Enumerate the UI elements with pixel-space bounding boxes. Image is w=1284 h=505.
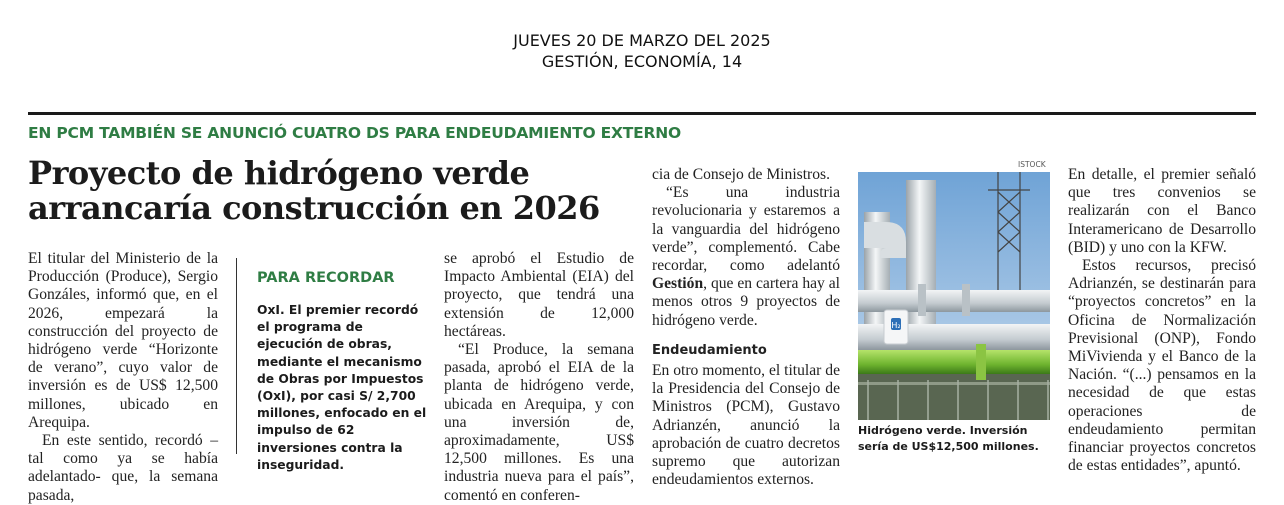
caption-bold: Hidrógeno verde.	[858, 424, 966, 437]
h2-label: H₂	[891, 321, 901, 330]
page-header	[0, 30, 1284, 72]
body-column-3	[652, 166, 840, 489]
paragraph: En detalle, el premier señaló que tres convenios se realizarán con el Banco Interamericano de Desarrollo (BID) y uno con la KFW.	[1068, 166, 1256, 256]
article-kicker: EN PCM TAMBIÉN SE ANUNCIÓ CUATRO DS PARA ENDEUDAMIENTO EXTERNO	[28, 124, 682, 142]
photo-caption	[858, 423, 1054, 455]
paragraph: En otro momento, el titular de la Presidencia del Consejo de Ministros (PCM), Gustavo Adrianzén, anunció la aprobación de cuatro decretos supremo que autorizan endeudamientos externos.	[652, 362, 840, 489]
paragraph: cia de Consejo de Ministros.	[652, 166, 831, 183]
body-column-1	[28, 250, 218, 505]
hydrogen-plant-photo	[858, 172, 1050, 420]
paragraph: El titular del Ministerio de la Producción (Produce), Sergio Gonzáles, informó que, en el 2026, empezará la construcción del proyecto de hidrógeno verde “Horizonte de verano”, cuyo valor de inversión es de US$ 12,500 millones, ubicado en Arequipa.	[28, 250, 218, 431]
publication-date: JUEVES 20 DE MARZO DEL 2025	[513, 31, 771, 50]
box-text: El premier recordó el programa de ejecución de obras, mediante el mecanismo de Obras por Impuestos (OxI), por casi S/ 2,700 millones, enfocado en el impulso de 62 inversiones contra la inseguridad.	[257, 303, 427, 472]
body-column-2	[444, 250, 634, 505]
caption-text: Inversión sería de US$12,500 millones.	[858, 424, 1039, 453]
publication-section: GESTIÓN, ECONOMÍA, 14	[541, 52, 743, 71]
paragraph: se aprobó el Estudio de Impacto Ambiental (EIA) del proyecto, que tendrá una extensión de 12,000 hectáreas.	[444, 250, 634, 340]
paragraph-text: “Es una industria revolucionaria y estaremos a la vanguardia del hidrógeno verde”, complementó. Cabe recordar, como adelantó	[652, 184, 840, 275]
subheading-endeudamiento: Endeudamiento	[652, 342, 767, 358]
article-headline	[28, 156, 628, 226]
paragraph-bold: Gestión	[652, 275, 704, 293]
paragraph: En este sentido, recordó – tal como ya se había adelantado- que, la semana pasada,	[28, 432, 218, 504]
para-recordar-box	[236, 258, 433, 472]
box-body	[257, 302, 429, 474]
body-column-5	[1068, 166, 1256, 475]
box-title: PARA RECORDAR	[257, 270, 395, 286]
headline-line-1: Proyecto de hidrógeno verde	[28, 154, 530, 192]
paragraph: Estos recursos, precisó Adrianzén, se destinarán para “proyectos concretos” en la Oficina de Normalización Previsional (ONP), Fondo MiVivienda y el Banco de la Nación. “(...) pensamos en la necesidad de que estas operaciones de endeudamiento permitan financiar proyectos concretos de estas entidades”, apuntó.	[1068, 257, 1256, 475]
paragraph-text: , que en cartera hay al menos otros 9 proyectos de hidrógeno verde.	[652, 275, 840, 329]
paragraph	[652, 184, 840, 330]
box-lead: OxI.	[257, 303, 285, 317]
headline-line-2: arrancaría construcción en 2026	[28, 189, 600, 227]
pipeline-illustration	[858, 172, 1050, 420]
header-rule	[28, 112, 1256, 115]
paragraph: “El Produce, la semana pasada, aprobó el EIA de la planta de hidrógeno verde, ubicada en Arequipa, y con una inversión de, aproximadamente, US$ 12,500 millones. Es una industria nueva para el país”, comentó en conferen-	[444, 341, 634, 504]
photo-credit: ISTOCK	[1018, 160, 1046, 169]
